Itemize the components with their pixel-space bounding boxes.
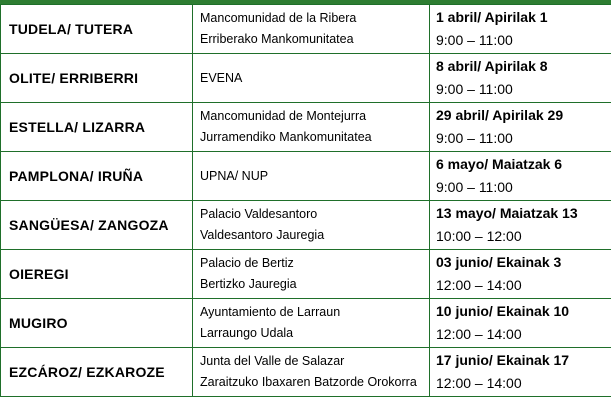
organization-cell	[193, 201, 430, 250]
time-text: 12:00 – 14:00	[436, 326, 522, 342]
city-cell: SANGÜESA/ ZANGOZA	[1, 201, 193, 250]
city-cell: EZCÁROZ/ EZKAROZE	[1, 348, 193, 397]
organization-name: Valdesantoro Jauregia	[200, 228, 325, 242]
schedule-cell	[430, 103, 611, 152]
organization-name: Mancomunidad de Montejurra	[200, 109, 367, 123]
organization-name: UPNA/ NUP	[200, 168, 269, 183]
organization-cell	[193, 103, 430, 152]
schedule-cell	[430, 5, 611, 54]
schedule-cell	[430, 201, 611, 250]
schedule-cell	[430, 299, 611, 348]
organization-cell	[193, 54, 430, 103]
table-row	[1, 299, 611, 348]
table-row	[1, 201, 611, 250]
organization-name: Larraungo Udala	[200, 326, 294, 340]
organization-cell	[193, 152, 430, 201]
time-text: 12:00 – 14:00	[436, 277, 522, 293]
city-cell: OLITE/ ERRIBERRI	[1, 54, 193, 103]
organization-name: Zaraitzuko Ibaxaren Batzorde Orokorra	[200, 375, 417, 389]
schedule-cell	[430, 250, 611, 299]
date-text: 13 mayo/ Maiatzak 13	[436, 205, 578, 221]
time-text: 9:00 – 11:00	[436, 179, 513, 195]
table-row	[1, 54, 611, 103]
date-text: 29 abril/ Apirilak 29	[436, 107, 564, 123]
time-text: 9:00 – 11:00	[436, 130, 513, 146]
schedule-cell	[430, 54, 611, 103]
date-text: 1 abril/ Apirilak 1	[436, 9, 548, 25]
organization-cell	[193, 348, 430, 397]
time-text: 9:00 – 11:00	[436, 81, 513, 97]
organization-cell	[193, 5, 430, 54]
organization-name: Ayuntamiento de Larraun	[200, 305, 341, 319]
time-text: 9:00 – 11:00	[436, 32, 513, 48]
city-cell: TUDELA/ TUTERA	[1, 5, 193, 54]
date-text: 03 junio/ Ekainak 3	[436, 254, 562, 270]
organization-name: Jurramendiko Mankomunitatea	[200, 130, 372, 144]
table-row	[1, 103, 611, 152]
organization-cell	[193, 250, 430, 299]
organization-cell	[193, 299, 430, 348]
organization-name: Bertizko Jauregia	[200, 277, 297, 291]
date-text: 17 junio/ Ekainak 17	[436, 352, 570, 368]
date-text: 10 junio/ Ekainak 10	[436, 303, 570, 319]
table-row	[1, 250, 611, 299]
time-text: 10:00 – 12:00	[436, 228, 522, 244]
organization-name: Mancomunidad de la Ribera	[200, 11, 357, 25]
organization-name: Palacio Valdesantoro	[200, 207, 318, 221]
date-text: 6 mayo/ Maiatzak 6	[436, 156, 563, 172]
city-cell: ESTELLA/ LIZARRA	[1, 103, 193, 152]
organization-name: Erriberako Mankomunitatea	[200, 32, 354, 46]
table-row	[1, 152, 611, 201]
table-row	[1, 5, 611, 54]
organization-name: EVENA	[200, 70, 243, 85]
schedule-table	[0, 4, 611, 397]
table-row	[1, 348, 611, 397]
schedule-cell	[430, 152, 611, 201]
organization-name: Palacio de Bertiz	[200, 256, 294, 270]
city-cell: OIEREGI	[1, 250, 193, 299]
city-cell: MUGIRO	[1, 299, 193, 348]
date-text: 8 abril/ Apirilak 8	[436, 58, 548, 74]
schedule-cell	[430, 348, 611, 397]
time-text: 12:00 – 14:00	[436, 375, 522, 391]
city-cell: PAMPLONA/ IRUÑA	[1, 152, 193, 201]
organization-name: Junta del Valle de Salazar	[200, 354, 345, 368]
